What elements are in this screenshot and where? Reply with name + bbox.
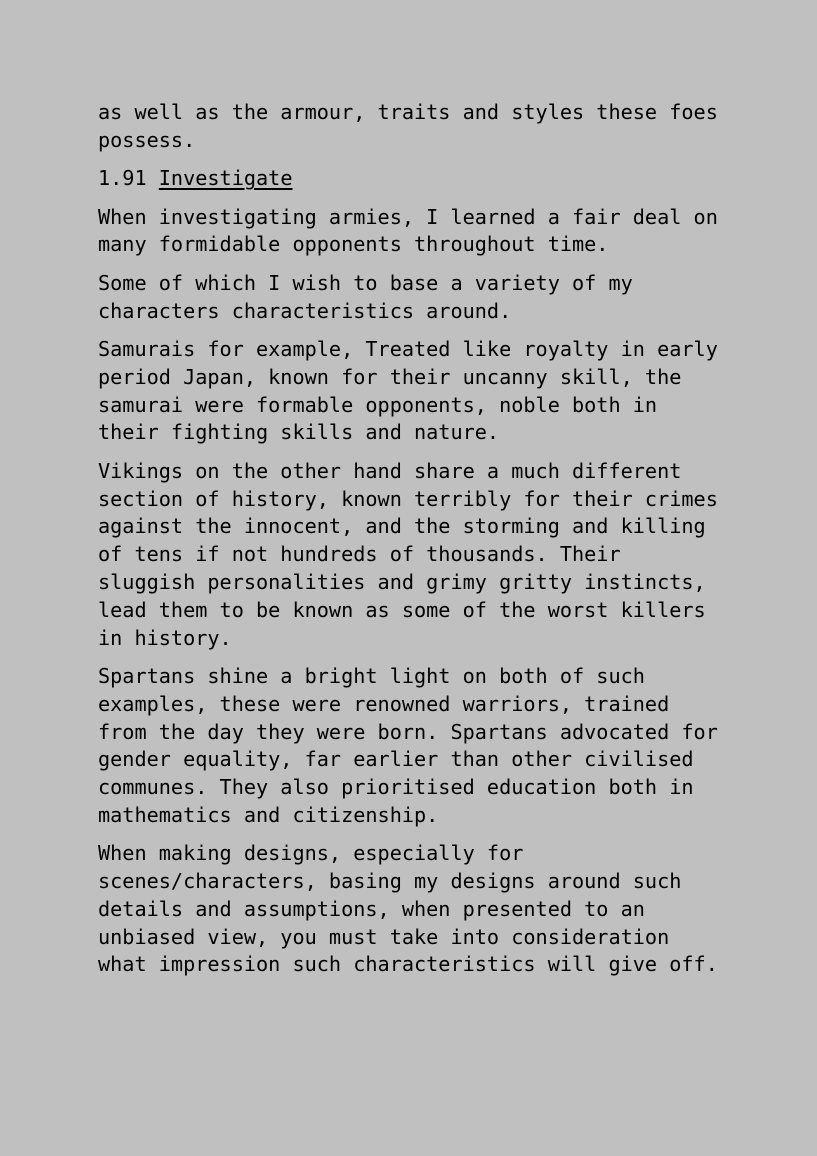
section-heading bbox=[98, 165, 738, 193]
section-title: Investigate bbox=[158, 166, 293, 191]
paragraph-designs: When making designs, especially for scenes/characters, basing my designs around such details and assumptions, when presented to an unbiased view, you must take into consideration what impression such characteristics will give off. bbox=[98, 841, 718, 977]
paragraph-characters: Some of which I wish to base a variety of my characters characteristics around. bbox=[98, 270, 633, 323]
paragraph-samurais: Samurais for example, Treated like royalty in early period Japan, known for their uncanny skill, the samurai were formable opponents, noble both in their fighting skills and nature. bbox=[98, 336, 718, 445]
paragraph-spartans: Spartans shine a bright light on both of such examples, these were renowned warriors, trained from the day they were born. Spartans advocated for gender equality, far earlier than other civilised communes. They also prioritised education both in mathematics and citizenship. bbox=[98, 663, 718, 827]
paragraph-vikings: Vikings on the other hand share a much different section of history, known terribly for their crimes against the innocent, and the storming and killing of tens if not hundreds of thousands. Their sluggish personalities and grimy gritty instincts, lead them to be known as some of the worst killers in history. bbox=[98, 458, 718, 650]
paragraph-investigating: When investigating armies, I learned a fair deal on many formidable opponents throughout time. bbox=[98, 204, 718, 257]
section-number: 1.91 bbox=[98, 166, 147, 191]
paragraph-intro: as well as the armour, traits and styles these foes possess. bbox=[98, 100, 718, 152]
document-page bbox=[98, 99, 738, 990]
